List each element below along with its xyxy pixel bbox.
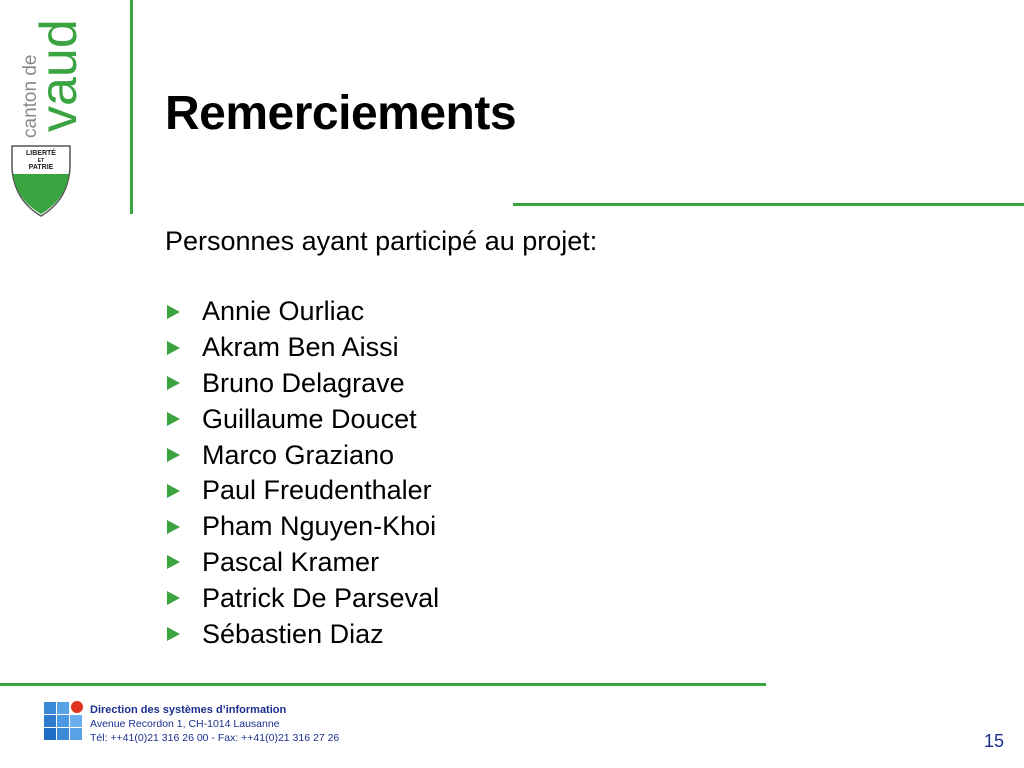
person-name: Guillaume Doucet — [202, 403, 417, 434]
canton-vaud-logo — [8, 0, 80, 220]
title-underline — [513, 203, 1024, 206]
logo-vaud-text: vaud — [30, 19, 80, 132]
list-item — [165, 330, 439, 366]
list-item — [165, 545, 439, 581]
person-name: Bruno Delagrave — [202, 367, 405, 398]
person-name: Pascal Kramer — [202, 546, 380, 577]
person-name: Sébastien Diaz — [202, 618, 384, 649]
bullet-arrow-icon — [167, 305, 180, 319]
bullet-arrow-icon — [167, 627, 180, 641]
slide-intro: Personnes ayant participé au projet: — [165, 226, 598, 256]
shield-text-mid: ET — [37, 158, 45, 164]
list-item — [165, 580, 439, 616]
slide-title: Remerciements — [165, 87, 517, 140]
footer-address: Avenue Recordon 1, CH-1014 Lausanne — [90, 718, 280, 730]
bullet-arrow-icon — [167, 520, 180, 534]
footer-divider — [0, 683, 766, 686]
shield-text-top: LIBERTÉ — [26, 150, 56, 157]
bullet-arrow-icon — [167, 376, 180, 390]
list-item — [165, 616, 439, 652]
person-name: Annie Ourliac — [202, 296, 365, 327]
person-name: Akram Ben Aissi — [202, 332, 399, 363]
bullet-arrow-icon — [167, 555, 180, 569]
bullet-arrow-icon — [167, 591, 180, 605]
bullet-arrow-icon — [167, 341, 180, 355]
person-name: Pham Nguyen-Khoi — [202, 511, 437, 542]
bullet-arrow-icon — [167, 448, 180, 462]
list-item — [165, 366, 439, 402]
logo-canton-de-text: canton de — [20, 54, 41, 138]
footer-phone: Tél: ++41(0)21 316 26 00 - Fax: ++41(0)21 316 27 26 — [90, 732, 340, 744]
list-item — [165, 509, 439, 545]
shield-text-bottom: PATRIE — [28, 164, 54, 171]
dsi-logo-icon — [44, 700, 88, 744]
list-item — [165, 401, 439, 437]
bullet-arrow-icon — [167, 484, 180, 498]
vertical-divider — [130, 0, 133, 214]
list-item — [165, 294, 439, 330]
person-name: Paul Freudenthaler — [202, 475, 432, 506]
list-item — [165, 437, 439, 473]
list-item — [165, 473, 439, 509]
people-list — [165, 294, 439, 652]
person-name: Marco Graziano — [202, 439, 395, 470]
person-name: Patrick De Parseval — [202, 582, 440, 613]
footer-org-name: Direction des systèmes d’information — [90, 704, 287, 716]
page-number: 15 — [983, 731, 1004, 751]
footer-contact — [90, 703, 339, 745]
bullet-arrow-icon — [167, 412, 180, 426]
